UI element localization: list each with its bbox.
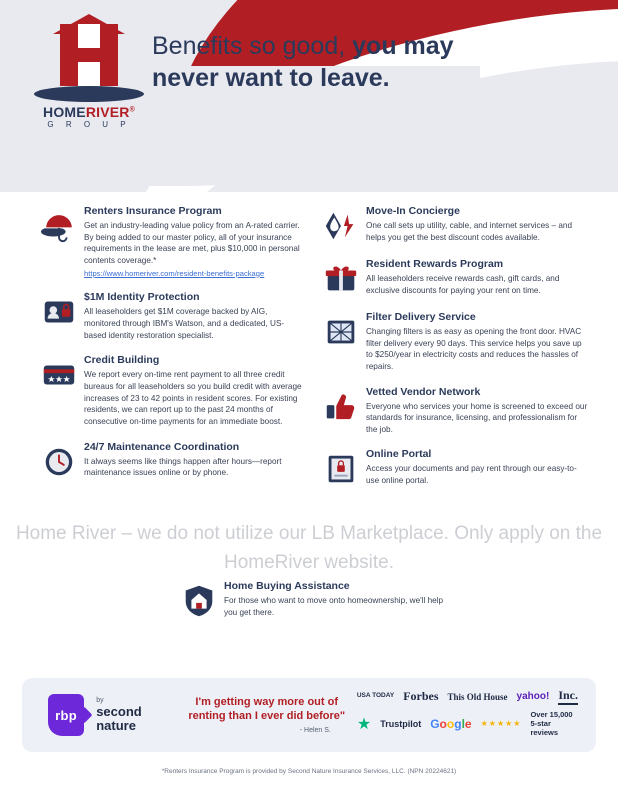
benefit-text: We report every on-time rent payment to all three credit bureaus for all leaseholders so you build credit with average increases of 23 to 42 points in resident scores. For existing residents, we can report up to the past 24 months of consecutive on-time payments for an immediate boost. xyxy=(84,370,302,426)
watermark-note: Home River – we do not utilize our LB Marketplace. Only apply on the HomeRiver website. xyxy=(15,523,603,573)
headline-line2-bold: never want to leave. xyxy=(152,64,390,92)
benefit-title: Online Portal xyxy=(366,448,432,461)
press-inc: Inc. xyxy=(558,688,578,705)
benefit-filter-delivery xyxy=(318,311,588,373)
benefit-text: Everyone who services your home is screened to exceed our standards for insurance, licensing, and professionalism for the job. xyxy=(366,401,588,434)
benefit-renters-insurance xyxy=(36,205,306,278)
second-nature-wordmark: second nature xyxy=(96,703,142,733)
online-portal-icon xyxy=(322,450,360,488)
resident-quote xyxy=(177,696,357,734)
benefit-resident-rewards xyxy=(318,258,588,298)
air-filter-icon xyxy=(322,313,360,351)
benefit-credit-building xyxy=(36,354,306,427)
logo-wordmark xyxy=(30,104,148,120)
utilities-drop-icon xyxy=(322,207,360,245)
quote-author: - Helen S. xyxy=(299,726,331,734)
logo-subtitle: G R O U P xyxy=(47,120,131,129)
logo-river-text: RIVER xyxy=(85,104,130,120)
footer-card xyxy=(22,678,596,752)
benefit-title: Resident Rewards Program xyxy=(366,258,504,270)
rbp-mark: rbp xyxy=(48,694,84,736)
benefit-text: For those who want to move onto homeownership, we'll help you get there. xyxy=(224,596,444,617)
logo-home-text: HOME xyxy=(43,104,86,120)
benefit-home-buying-assistance xyxy=(176,580,446,620)
umbrella-icon xyxy=(40,207,78,245)
press-google: Google xyxy=(430,716,472,731)
benefit-text: All leaseholders receive rewards cash, gift cards, and exclusive discounts for paying your rent on time. xyxy=(366,274,560,295)
benefit-text: Changing filters is as easy as opening the front door. HVAC filter delivery every 90 days. This service helps you save up to $250/year in electricity costs and reduces the hassles of repairs. xyxy=(366,327,582,371)
rbp-logo xyxy=(22,694,177,736)
reviews-label: 5-star reviews xyxy=(530,719,558,737)
logo-registered-mark: ® xyxy=(129,106,135,114)
google-rating-stars: ★★★★★ xyxy=(480,719,522,728)
press-usa-today: USA TODAY xyxy=(356,692,395,700)
press-yahoo: yahoo! xyxy=(516,691,550,702)
benefit-title: Home Buying Assistance xyxy=(224,580,350,592)
press-this-old-house: This Old House xyxy=(447,691,508,702)
footer-disclaimer: *Renters Insurance Program is provided by Second Nature Insurance Services, LLC. (NPN 20224621) xyxy=(161,768,457,775)
benefit-text: It always seems like things happen after hours—report maintenance issues online or by phone. xyxy=(84,456,282,478)
benefit-maintenance-coordination xyxy=(36,441,306,481)
benefit-title: Renters Insurance Program xyxy=(84,205,222,217)
benefit-title: 24/7 Maintenance Coordination xyxy=(84,440,240,453)
homeriver-logo xyxy=(30,24,148,134)
resident-benefits-package-link[interactable]: https://www.homeriver.com/resident-benefits-package xyxy=(84,268,265,278)
rbp-by-label: by xyxy=(96,696,104,704)
clock-icon xyxy=(40,443,78,481)
benefit-title: Filter Delivery Service xyxy=(366,311,476,323)
benefit-move-in-concierge xyxy=(318,205,588,245)
benefits-left-column xyxy=(36,205,306,494)
id-lock-icon xyxy=(40,293,78,331)
benefit-text: Get an industry-leading value policy from an A-rated carrier. By being added to our master policy, all of your insurance requirements in the lease are met, plus $10,000 in personal contents coverage.* xyxy=(84,221,300,265)
reviews-count: Over 15,000 xyxy=(530,710,573,719)
benefit-title: $1M Identity Protection xyxy=(84,291,200,304)
quote-text: I'm getting way more out of renting than I ever did before" xyxy=(188,696,346,722)
benefit-title: Vetted Vendor Network xyxy=(366,385,481,398)
logo-base-ellipse xyxy=(34,86,144,102)
benefit-text: All leaseholders get $1M coverage backed by AIG, monitored through IBM's Watson, and a dedicated, US-based identity restoration specialist. xyxy=(84,307,285,340)
benefits-right-column xyxy=(318,205,588,501)
benefit-title: Move-In Concierge xyxy=(366,205,460,217)
benefit-text: Access your documents and pay rent through our easy-to-use online portal. xyxy=(366,464,577,486)
header-banner xyxy=(0,0,618,192)
benefit-identity-protection xyxy=(36,291,306,341)
page-headline xyxy=(152,30,482,94)
press-trustpilot: Trustpilot xyxy=(380,718,422,729)
credit-score-icon xyxy=(40,356,78,394)
headline-line1-bold: you may xyxy=(352,32,454,60)
benefit-title: Credit Building xyxy=(84,354,160,367)
trustpilot-star-icon: ★ xyxy=(356,715,372,733)
thumbs-up-icon xyxy=(322,388,360,426)
gift-icon xyxy=(322,260,360,298)
benefit-online-portal xyxy=(318,448,588,488)
press-logos xyxy=(357,688,596,742)
press-forbes: Forbes xyxy=(403,689,439,703)
headline-line1: Benefits so good, xyxy=(152,32,353,60)
benefit-text: One call sets up utility, cable, and internet services – and helps you get the best discount codes available. xyxy=(366,221,573,242)
house-shield-icon xyxy=(180,582,218,620)
benefit-vetted-vendor-network xyxy=(318,386,588,436)
logo-h-mark xyxy=(60,24,118,86)
